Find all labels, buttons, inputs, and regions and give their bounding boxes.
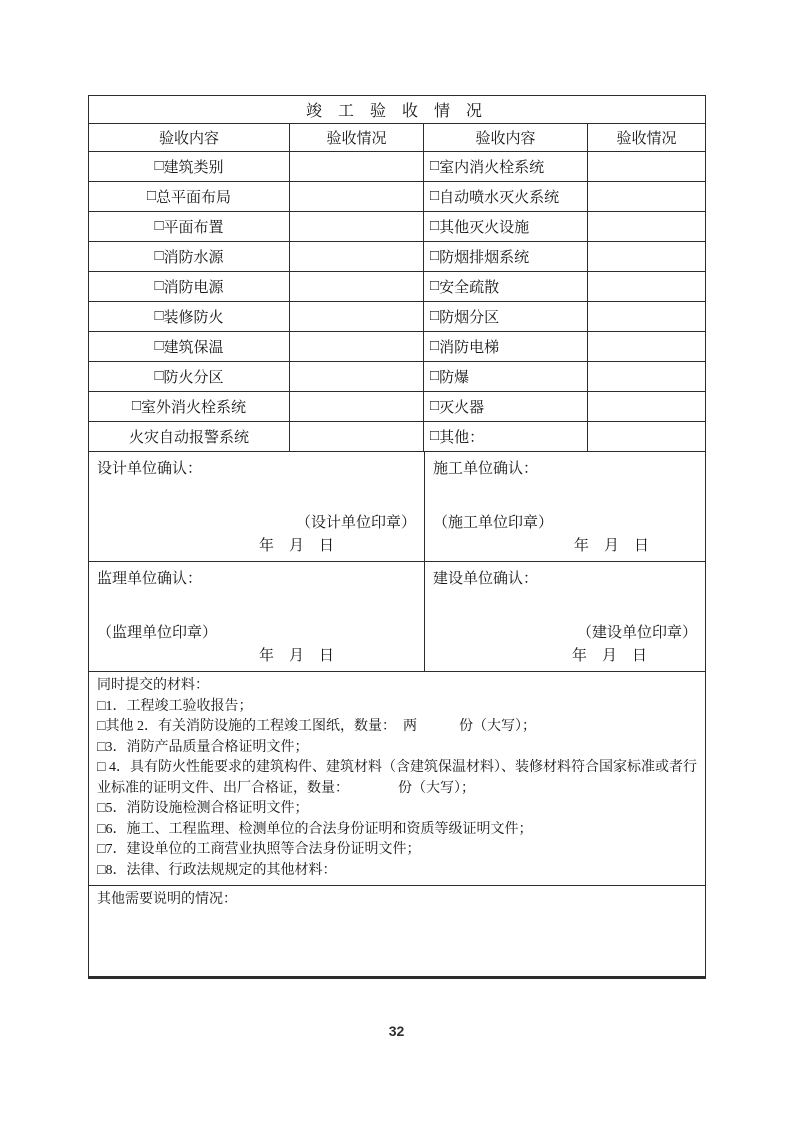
checkbox-icon: □ — [97, 739, 106, 755]
seal-placeholder: （施工单位印章） — [433, 515, 554, 531]
material-item — [97, 758, 697, 799]
header-acceptance-status: 验收情况 — [289, 124, 423, 151]
table-row — [89, 152, 705, 182]
status-cell — [289, 182, 423, 211]
signature-row-2 — [89, 562, 705, 672]
checkbox-icon: □ — [430, 248, 440, 264]
checkbox-icon: □ — [154, 278, 164, 294]
checkbox-icon: □ — [154, 308, 164, 324]
item-label: 其他灭火设施 — [439, 220, 530, 236]
item-cell — [89, 152, 289, 181]
status-cell — [587, 272, 705, 301]
confirmation-label: 建设单位确认： — [433, 571, 539, 587]
confirmation-label: 设计单位确认： — [97, 461, 203, 477]
status-cell — [587, 152, 705, 181]
item-label: 建筑类别 — [163, 160, 224, 176]
item-label: 自动喷水灭火系统 — [439, 190, 560, 206]
item-cell — [423, 272, 587, 301]
status-cell — [587, 422, 705, 451]
item-label: 总平面布局 — [156, 190, 232, 206]
checkbox-icon: □ — [430, 188, 440, 204]
item-cell — [89, 332, 289, 361]
material-item — [97, 717, 697, 738]
item-label: 防火分区 — [163, 370, 224, 386]
item-label: 灭火器 — [439, 400, 485, 416]
table-row — [89, 302, 705, 332]
material-item-text: 其他 2．有关消防设施的工程竣工图纸，数量： 两 份（大写）； — [105, 719, 536, 734]
item-label: 平面布置 — [163, 220, 224, 236]
status-cell — [587, 182, 705, 211]
materials-heading: 同时提交的材料： — [97, 678, 209, 693]
item-cell — [89, 242, 289, 271]
item-label: 火灾自动报警系统 — [128, 430, 249, 446]
checkbox-icon: □ — [97, 698, 106, 714]
item-cell — [423, 302, 587, 331]
item-cell — [89, 212, 289, 241]
submitted-materials-section — [89, 672, 705, 886]
item-cell — [89, 422, 289, 451]
design-unit-confirmation-cell — [89, 452, 424, 561]
material-item-text: 1．工程竣工验收报告； — [105, 698, 253, 714]
status-cell — [289, 302, 423, 331]
status-cell — [289, 362, 423, 391]
page-number: 32 — [388, 1023, 405, 1039]
checkbox-icon: □ — [430, 368, 440, 384]
item-cell — [89, 302, 289, 331]
checkbox-icon: □ — [430, 218, 440, 234]
checkbox-icon: □ — [97, 760, 106, 775]
table-header-row — [89, 124, 705, 152]
checkbox-icon: □ — [430, 308, 440, 324]
checkbox-icon: □ — [430, 278, 440, 294]
item-cell — [89, 392, 289, 421]
status-cell — [587, 212, 705, 241]
checkbox-icon: □ — [154, 248, 164, 264]
date-line: 年 月 日 — [258, 538, 334, 554]
table-title: 竣 工 验 收 情 况 — [89, 96, 705, 124]
item-label: 建筑保温 — [163, 340, 224, 356]
item-label: 其他： — [439, 430, 485, 446]
owner-unit-confirmation-cell — [424, 562, 705, 671]
date-line: 年 月 日 — [571, 648, 647, 664]
item-label: 装修防火 — [163, 310, 224, 326]
item-cell — [423, 152, 587, 181]
checkbox-icon: □ — [430, 428, 440, 444]
item-cell — [423, 212, 587, 241]
status-cell — [289, 242, 423, 271]
checkbox-icon: □ — [97, 801, 106, 816]
header-acceptance-content: 验收内容 — [423, 124, 587, 151]
checkbox-icon: □ — [154, 158, 164, 174]
material-item-text: 8．法律、行政法规规定的其他材料： — [105, 862, 337, 878]
item-cell — [89, 182, 289, 211]
material-item — [97, 799, 697, 820]
item-label: 室内消火栓系统 — [439, 160, 545, 176]
checkbox-icon: □ — [97, 821, 106, 837]
table-row — [89, 242, 705, 272]
checkbox-icon: □ — [97, 719, 106, 734]
item-cell — [423, 392, 587, 421]
seal-placeholder: （建设单位印章） — [576, 625, 697, 641]
item-label: 防烟排烟系统 — [439, 250, 530, 266]
checkbox-icon: □ — [154, 338, 164, 354]
item-label: 消防电梯 — [439, 340, 500, 356]
material-item-text: 3．消防产品质量合格证明文件； — [105, 739, 309, 755]
acceptance-table — [88, 95, 706, 979]
item-cell — [423, 332, 587, 361]
status-cell — [587, 242, 705, 271]
item-label: 消防水源 — [163, 250, 224, 266]
date-line: 年 月 日 — [573, 538, 649, 554]
checkbox-icon: □ — [154, 368, 164, 384]
material-item — [97, 697, 697, 718]
checkbox-icon: □ — [154, 218, 164, 234]
item-label: 防爆 — [439, 370, 470, 386]
table-row — [89, 212, 705, 242]
table-row — [89, 392, 705, 422]
checkbox-icon: □ — [430, 338, 440, 354]
confirmation-label: 施工单位确认： — [433, 461, 539, 477]
seal-placeholder: （监理单位印章） — [97, 625, 218, 641]
material-item-text: 7．建设单位的工商营业执照等合法身份证明文件； — [105, 842, 421, 857]
checkbox-icon: □ — [146, 188, 157, 204]
signature-row-1 — [89, 452, 705, 562]
seal-placeholder: （设计单位印章） — [295, 515, 416, 531]
table-row — [89, 272, 705, 302]
checkbox-icon: □ — [430, 398, 440, 414]
status-cell — [289, 212, 423, 241]
other-notes-section — [89, 886, 705, 976]
material-item-text: 6．施工、工程监理、检测单位的合法身份证明和资质等级证明文件； — [105, 821, 533, 837]
material-item-text: 5．消防设施检测合格证明文件； — [105, 801, 309, 816]
header-acceptance-content: 验收内容 — [158, 131, 219, 147]
checkbox-icon: □ — [430, 158, 440, 174]
item-label: 安全疏散 — [439, 280, 500, 296]
checkbox-icon: □ — [97, 862, 106, 878]
status-cell — [289, 422, 423, 451]
checkbox-icon: □ — [131, 398, 142, 414]
date-line: 年 月 日 — [258, 648, 334, 664]
header-acceptance-status: 验收情况 — [587, 124, 705, 151]
table-row — [89, 332, 705, 362]
status-cell — [289, 272, 423, 301]
material-item — [97, 820, 697, 841]
table-row — [89, 362, 705, 392]
item-cell — [423, 362, 587, 391]
item-label: 室外消火栓系统 — [141, 400, 247, 416]
checkbox-icon: □ — [97, 842, 106, 857]
other-notes-heading: 其他需要说明的情况： — [97, 892, 237, 907]
status-cell — [289, 152, 423, 181]
table-row — [89, 422, 705, 452]
item-cell — [423, 422, 587, 451]
construction-unit-confirmation-cell — [424, 452, 705, 561]
item-label: 防烟分区 — [439, 310, 500, 326]
item-label: 消防电源 — [163, 280, 224, 296]
status-cell — [587, 362, 705, 391]
supervision-unit-confirmation-cell — [89, 562, 424, 671]
material-item — [97, 861, 697, 882]
table-row — [89, 182, 705, 212]
status-cell — [289, 332, 423, 361]
material-item-text: 4．具有防火性能要求的建筑构件、建筑材料（含建筑保温材料）、装修材料符合国家标准或者行业标准的证明文件、出厂合格证，数量： 份（大写）； — [97, 760, 697, 796]
status-cell — [587, 332, 705, 361]
item-cell — [423, 182, 587, 211]
material-item — [97, 840, 697, 861]
status-cell — [587, 302, 705, 331]
item-cell — [423, 242, 587, 271]
status-cell — [587, 392, 705, 421]
material-item — [97, 738, 697, 759]
item-cell — [89, 272, 289, 301]
confirmation-label: 监理单位确认： — [97, 571, 203, 587]
item-cell — [89, 362, 289, 391]
status-cell — [289, 392, 423, 421]
